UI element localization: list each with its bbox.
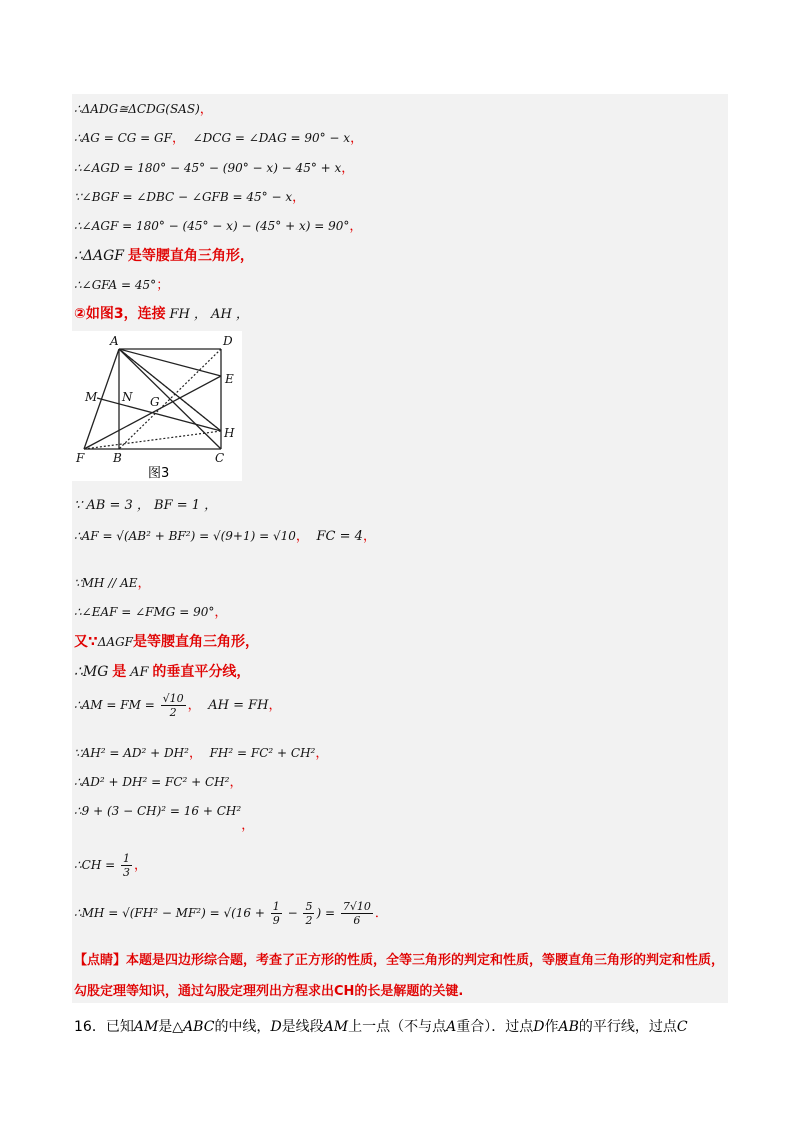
step-line-17: ∴AD² + DH² = FC² + CH²， [74,775,243,790]
math-expression: ∵ AB = 3 ， BF = 1 ， [74,498,218,513]
math-expression: ∴MH = √(FH² − MF²) = √(16 + [74,906,269,920]
geometry-figure-3 [72,331,242,481]
fraction: $\frac{√10}{2}$ [162,692,184,719]
math-expression: FH² = FC² + CH² [209,746,316,760]
step-line-20: ∴MH = √(FH² − MF²) = √(16 + $\frac{1}{9}$ − $\frac{5}{2}$ ) = $\frac{7√10}{6}$ ． [74,900,388,927]
step-line-5: ∴∠AGF = 180° − (45° − x) − (45° + x) = 90°， [74,219,363,234]
math-expression: ∴∠GFA = 45° [74,278,157,292]
math-expression: ∴MG [74,664,109,680]
math-expression: ∴ΔAGF [74,248,125,264]
math-expression: ∴∠AGF = 180° − (45° − x) − (45° + x) = 90° [74,219,350,233]
step-line-2: ∴AG = CG = GF， ∠DCG = ∠DAG = 90° − x， [74,131,364,146]
text-segment: 的垂直平分线， [152,664,251,680]
label-B: B [113,451,122,465]
question-16: 16．已知AM是△ABC的中线，D是线段AM上一点（不与点A重合）．过点D作AB的平行线，过点C [74,1019,688,1035]
math-expression: ∴∠AGD = 180° − 45° − (90° − x) − 45° + x [74,161,342,175]
math-expression: ΔAGF [97,635,133,649]
step-line-7: ∴∠GFA = 45°； [74,278,170,293]
text-segment: 又∵ [74,634,98,650]
step-line-18: ∴9 + (3 − CH)² = 16 + CH²， [74,804,255,833]
label-A: A [110,334,119,348]
math-expression: ∴AF = √(AB² + BF²) = √(9+1) = √10 [74,529,296,543]
step-line-8 [74,303,249,323]
math-expression: FC = 4 [316,529,363,544]
math-expression: ∴CH = [74,858,116,872]
fraction: $\frac{5}{2}$ [305,900,313,927]
step-line-19: ∴CH = $\frac{1}{3}$ ， [74,852,147,879]
label-N: N [122,390,133,404]
label-F: F [76,451,85,465]
math-expression: ∠DCG = ∠DAG = 90° − x [192,131,351,145]
label-M: M [85,390,98,404]
label-E: E [225,372,234,386]
key-point-note: 【点睛】本题是四边形综合题，考查了正方形的性质，全等三角形的判定和性质，等腰直角三角形的判定和性质，勾股定理等知识，通过勾股定理列出方程求出CH的长是解题的关键. [74,953,725,999]
math-expression: AF [130,665,149,680]
math-expression: ∴9 + (3 − CH)² = 16 + CH² [74,804,242,818]
math-expression: ∵∠BGF = ∠DBC − ∠GFB = 45° − x [74,190,293,204]
math-expression: ∴AG = CG = GF [74,131,172,145]
step-line-11: ∵MH // AE， [74,576,151,591]
text-segment: 是等腰直角三角形， [133,634,259,650]
math-expression: ∴AM = FM = [74,698,155,712]
text-segment: 是等腰直角三角形， [127,248,254,264]
math-expression: AH = FH [208,698,269,713]
math-expression: FH ， AH ， [169,307,249,322]
step-line-4: ∵∠BGF = ∠DBC − ∠GFB = 45° − x， [74,190,306,205]
figure-caption: 图3 [148,466,170,481]
step-line-1: ∴ΔADG≅ΔCDG(SAS)， [74,102,213,117]
math-expression: ∵MH // AE [74,576,138,590]
fraction: $\frac{7√10}{6}$ [342,900,371,927]
text-segment: 是 [112,664,127,680]
step-line-13 [74,631,259,651]
fraction: $\frac{1}{3}$ [122,852,130,879]
label-D: D [223,334,233,348]
step-line-9 [74,494,217,513]
text-segment: ②如图3，连接 [74,306,166,322]
math-expression: ∴AD² + DH² = FC² + CH² [74,775,230,789]
step-line-15: ∴AM = FM = $\frac{√10}{2}$ ， AH = FH， [74,692,282,719]
math-expression: ∴ΔADG≅ΔCDG(SAS) [74,102,200,116]
step-line-3: ∴∠AGD = 180° − 45° − (90° − x) − 45° + x， [74,161,355,176]
label-G: G [150,395,160,409]
step-line-14 [74,661,250,681]
fraction: $\frac{1}{9}$ [272,900,280,927]
step-line-10: ∴AF = √(AB² + BF²) = √(9+1) = √10， FC = 4， [74,529,376,544]
figure-drawing [72,331,242,481]
step-line-12: ∴∠EAF = ∠FMG = 90°， [74,605,228,620]
label-H: H [224,426,235,440]
step-line-16: ∵AH² = AD² + DH²， FH² = FC² + CH²， [74,746,329,761]
label-C: C [215,451,225,465]
step-line-6 [74,245,254,265]
math-expression: ∴∠EAF = ∠FMG = 90° [74,605,215,619]
math-expression: ∵AH² = AD² + DH² [74,746,189,760]
